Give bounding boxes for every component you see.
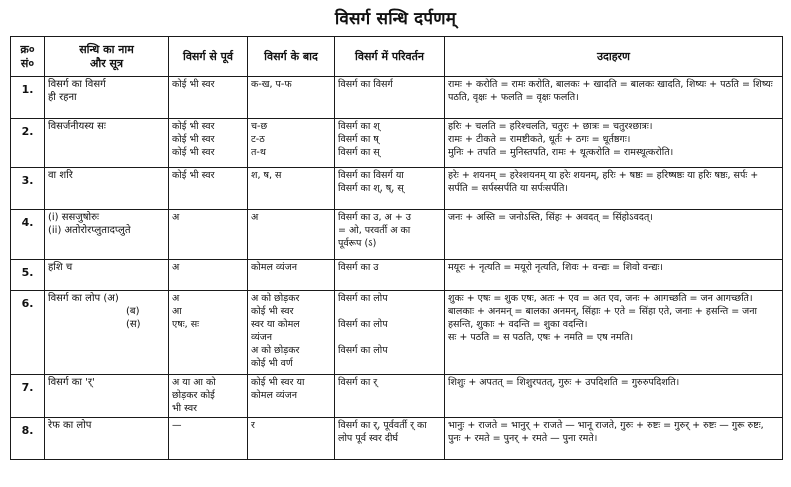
- cell-line: विसर्ग का र्, पूर्ववर्ती र् का: [338, 420, 427, 432]
- cell-line: विसर्ग का लोप: [338, 292, 388, 304]
- table-row: [11, 259, 783, 290]
- cell-line: श, ष, स: [251, 170, 282, 182]
- cell-line: विसर्ग का र्: [338, 376, 378, 388]
- cell-line: अ: [172, 211, 180, 223]
- after-cell: [248, 418, 335, 460]
- cell-line: कोई भी स्वर: [172, 120, 215, 132]
- cell-line: मुनिः + तपति = मुनिस्तपति, रामः + थूत्करोति = रामस्थूत्करोति।: [448, 146, 674, 158]
- cell-line: स्वर या कोमल: [251, 318, 300, 330]
- cell-line: [338, 331, 441, 344]
- header-examples: उदाहरण: [445, 37, 783, 77]
- change-cell: [335, 374, 445, 418]
- cell-line: कोई भी स्वर: [172, 133, 215, 145]
- before-cell: [169, 290, 248, 374]
- cell-line: भानुः + राजते = भानुर् + राजते — भानू राजते, गुरुः + रुष्टः = गुरुर् + रुष्टः — गुरू रुष्टः, पुनः + रमते = पुनर् + रमते — पुना रमते।: [448, 420, 764, 445]
- name-cell: [45, 259, 169, 290]
- cell-line: वा शरि: [48, 170, 73, 182]
- before-cell: [169, 418, 248, 460]
- name-cell: [45, 418, 169, 460]
- before-cell: [169, 77, 248, 119]
- cell-line: (ब): [126, 305, 140, 317]
- cell-line: अ: [172, 261, 180, 273]
- cell-line: अ: [251, 211, 259, 223]
- cell-line: ही रहना: [48, 92, 77, 103]
- change-cell: [335, 418, 445, 460]
- cell-line: च-छ: [251, 120, 268, 132]
- after-cell: [248, 259, 335, 290]
- cell-line: शिशुः + अपतत् = शिशुरपतत्, गुरुः + उपदिशति = गुरुरुपदिशति।: [448, 376, 680, 388]
- serial-cell: 8.: [11, 418, 45, 460]
- cell-line: कोमल व्यंजन: [251, 389, 297, 401]
- cell-line: जनः + अस्ति = जनोऽस्ति, सिंहः + अवदत् = सिंहोऽवदत्।: [448, 211, 653, 223]
- cell-line: विसर्ग का ष्: [338, 133, 379, 145]
- name-cell: [45, 77, 169, 119]
- before-cell: [169, 209, 248, 259]
- change-cell: [335, 77, 445, 119]
- table-row: [11, 418, 783, 460]
- table-row: [11, 290, 783, 374]
- cell-line: र: [251, 420, 255, 432]
- serial-cell: 6.: [11, 290, 45, 374]
- examples-cell: [445, 418, 783, 460]
- cell-line: कोई भी स्वर: [172, 79, 215, 90]
- cell-line: ट-ठ: [251, 133, 265, 145]
- cell-line: विसर्ग का विसर्ग: [48, 79, 106, 90]
- serial-cell: 2.: [11, 118, 45, 168]
- cell-line: विसर्ग का लोप: [338, 318, 388, 330]
- table-row: [11, 209, 783, 259]
- header-serial: क्र० सं०: [11, 37, 45, 77]
- name-cell: [45, 209, 169, 259]
- name-cell: [45, 374, 169, 418]
- before-cell: [169, 259, 248, 290]
- cell-line: कोई भी स्वर: [172, 146, 215, 158]
- before-cell: [169, 118, 248, 168]
- header-after: विसर्ग के बाद: [248, 37, 335, 77]
- before-cell: [169, 374, 248, 418]
- cell-line: विसर्ग का 'र्': [48, 376, 95, 388]
- serial-cell: 5.: [11, 259, 45, 290]
- cell-line: विसर्जनीयस्य सः: [48, 120, 106, 132]
- cell-line: कोई भी स्वर या: [251, 376, 305, 388]
- serial-cell: 1.: [11, 77, 45, 119]
- after-cell: [248, 290, 335, 374]
- cell-line: विसर्ग का श्, ष्, स्: [338, 183, 404, 195]
- examples-cell: [445, 259, 783, 290]
- header-row: [11, 37, 783, 77]
- examples-cell: [445, 118, 783, 168]
- cell-line: रामः + टीकते = रामष्टीकते, धूर्तः + ठगः = धूर्तष्ठगः।: [448, 133, 631, 145]
- cell-line: (स): [126, 318, 141, 330]
- table-row: [11, 374, 783, 418]
- after-cell: [248, 209, 335, 259]
- cell-line: विसर्ग का विसर्ग: [338, 79, 393, 90]
- cell-line: अ को छोड़कर: [251, 292, 300, 304]
- cell-line: विसर्ग का स्: [338, 146, 380, 158]
- sandhi-table: [10, 36, 783, 460]
- table-row: [11, 118, 783, 168]
- cell-line: हरिः + चलति = हरिश्चलति, चतुरः + छात्रः = चतुरश्छात्रः।: [448, 120, 653, 132]
- cell-line: हरेः + शयनम् = हरेश्शयनम् या हरेः शयनम्, हरिः + षष्ठः = हरिष्षष्ठः या हरिः षष्ठः, सर्पः + सर्पति = सर्पस्सर्पति या सर्पःसर्पति।: [448, 170, 759, 195]
- cell-line: विसर्ग का श्: [338, 120, 380, 132]
- cell-line: शुकः + एषः = शुक एषः, अतः + एव = अत एव, जनः + आगच्छति = जन आगच्छति।: [448, 292, 753, 304]
- examples-cell: [445, 77, 783, 119]
- examples-cell: [445, 209, 783, 259]
- serial-cell: 7.: [11, 374, 45, 418]
- name-cell: [45, 290, 169, 374]
- cell-line: अ या आ को: [172, 376, 216, 388]
- cell-line: कोई भी स्वर: [172, 170, 215, 182]
- cell-line: [338, 305, 441, 318]
- cell-line: विसर्ग का उ, अ + उ: [338, 211, 412, 223]
- cell-line: छोड़कर कोई: [172, 389, 215, 401]
- table-row: [11, 168, 783, 210]
- serial-cell: 3.: [11, 168, 45, 210]
- examples-cell: [445, 374, 783, 418]
- cell-line: अ को छोड़कर: [251, 344, 300, 356]
- after-cell: [248, 118, 335, 168]
- cell-line: रामः + करोति = रामः करोति, बालकः + खादति = बालकः खादति, शिष्यः + पठति = शिष्यः पठति, वृक्षः + फलति = वृक्षः फलति।: [448, 79, 773, 103]
- page-title: विसर्ग सन्धि दर्पणम्: [334, 9, 457, 29]
- cell-line: भी स्वर: [172, 402, 198, 414]
- cell-line: मयूरः + नृत्यति = मयूरो नृत्यति, शिवः + वन्द्यः = शिवो वन्द्यः।: [448, 261, 663, 273]
- before-cell: [169, 168, 248, 210]
- cell-line: = ओ, परवर्ती अ का: [338, 224, 411, 236]
- cell-line: विसर्ग का लोप (अ): [48, 292, 119, 304]
- header-change: विसर्ग में परिवर्तन: [335, 37, 445, 77]
- examples-cell: [445, 168, 783, 210]
- cell-line: बालकाः + अनमन् = बालका अनमन्, सिंहाः + एते = सिंहा एते, जनाः + हसन्ति = जना हसन्ति, शुकाः + वदन्ति = शुका वदन्ति।: [448, 305, 757, 330]
- after-cell: [248, 168, 335, 210]
- change-cell: [335, 259, 445, 290]
- change-cell: [335, 118, 445, 168]
- cell-line: विसर्ग का लोप: [338, 344, 388, 356]
- cell-line: पूर्वरूप (ऽ): [338, 237, 377, 249]
- cell-line: (i) ससजुषोरुः: [48, 211, 100, 223]
- name-cell: [45, 118, 169, 168]
- cell-line: कोई भी वर्ण: [251, 357, 293, 369]
- name-cell: [45, 168, 169, 210]
- cell-line: व्यंजन: [251, 331, 273, 343]
- cell-line: अ: [172, 292, 180, 304]
- cell-line: विसर्ग का उ: [338, 261, 379, 273]
- cell-line: सः + पठति = स पठति, एषः + नमति = एष नमति।: [448, 331, 634, 343]
- change-cell: [335, 209, 445, 259]
- after-cell: [248, 374, 335, 418]
- header-before: विसर्ग से पूर्व: [169, 37, 248, 77]
- cell-line: लोप पूर्व स्वर दीर्घ: [338, 433, 399, 445]
- serial-cell: 4.: [11, 209, 45, 259]
- cell-line: एषः, सः: [172, 318, 200, 330]
- cell-line: कोमल व्यंजन: [251, 261, 297, 273]
- cell-line: क-ख, प-फ: [251, 79, 292, 90]
- cell-line: रेफ का लोप: [48, 420, 92, 432]
- after-cell: [248, 77, 335, 119]
- cell-line: विसर्ग का विसर्ग या: [338, 170, 404, 182]
- cell-line: त-थ: [251, 146, 266, 158]
- cell-line: कोई भी स्वर: [251, 305, 294, 317]
- change-cell: [335, 290, 445, 374]
- cell-line: (ii) अतोरोरप्लुतादप्लुते: [48, 224, 131, 236]
- change-cell: [335, 168, 445, 210]
- examples-cell: [445, 290, 783, 374]
- header-name: सन्धि का नाम और सूत्र: [45, 37, 169, 77]
- cell-line: हशि च: [48, 261, 73, 273]
- cell-line: आ: [172, 305, 182, 317]
- cell-line: —: [172, 420, 182, 432]
- table-row: [11, 77, 783, 119]
